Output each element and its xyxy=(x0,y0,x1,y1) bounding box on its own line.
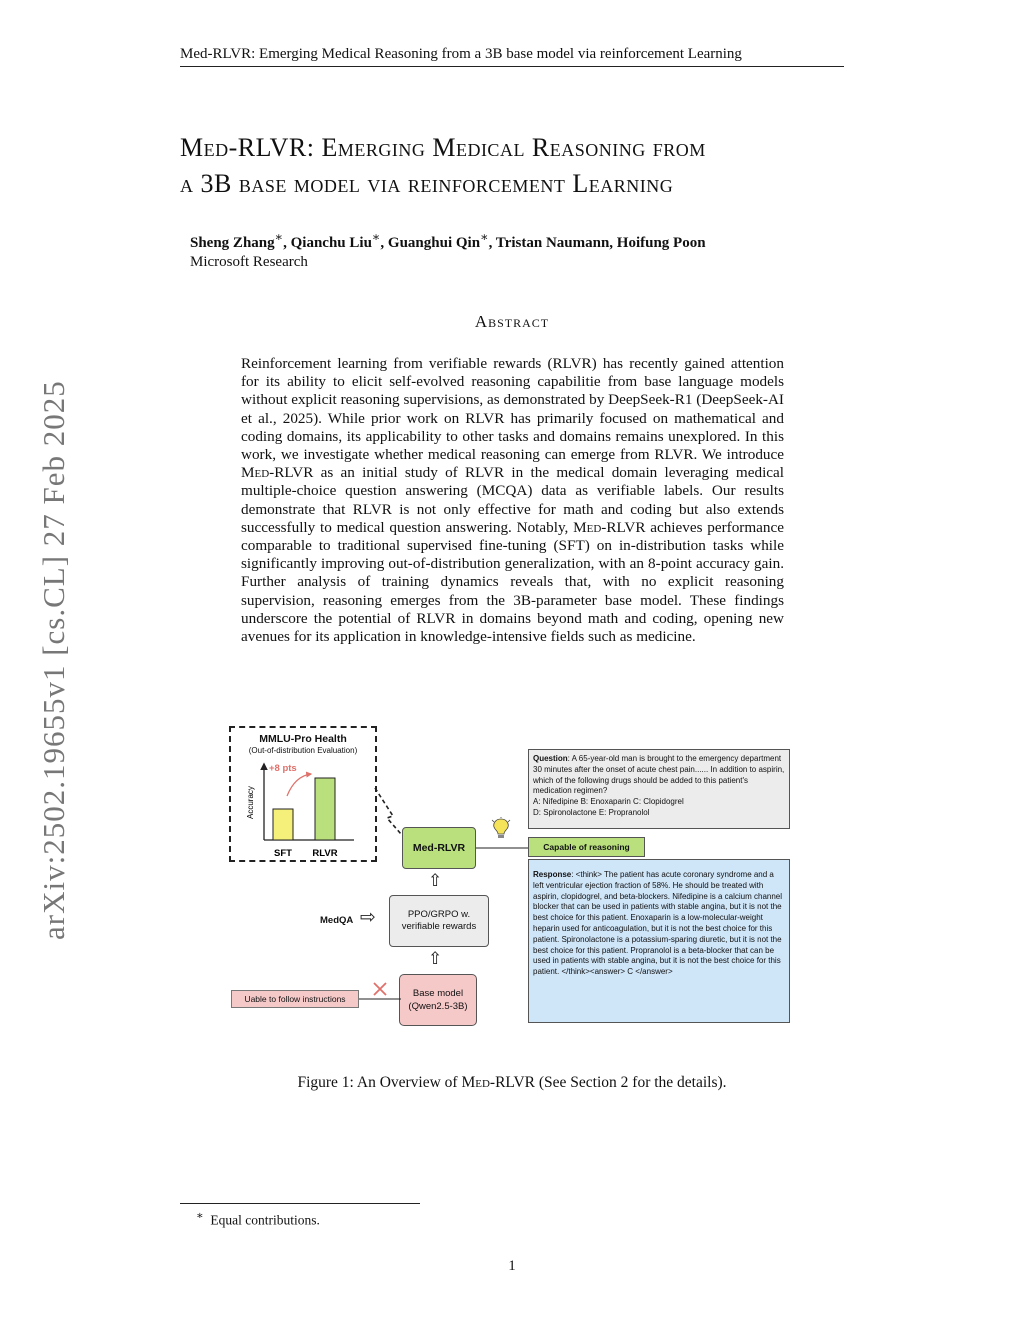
tick-label-rlvr: RLVR xyxy=(312,848,338,859)
author-list: Sheng Zhang∗, Qianchu Liu∗, Guanghui Qin∗, Tristan Naumann, Hoifung Poon xyxy=(190,230,706,251)
gain-label: +8 pts xyxy=(269,763,297,774)
ppo-line-1: PPO/GRPO w. xyxy=(407,909,471,920)
capable-tag xyxy=(528,837,645,857)
base-line-2: (Qwen2.5-3B) xyxy=(408,1001,468,1012)
ppo-grpo-box xyxy=(389,895,489,947)
abstract-med-2: Med xyxy=(573,518,602,536)
title-line-1: Med-RLVR: Emerging Medical Reasoning from xyxy=(180,133,706,162)
question-label: Question xyxy=(533,754,568,763)
connector-line xyxy=(359,997,401,1001)
bar-sft xyxy=(273,809,293,840)
author-1: Sheng Zhang xyxy=(190,235,275,251)
response-label: Response xyxy=(533,870,572,879)
footnote-mark: ∗ xyxy=(196,1210,204,1222)
tick-label-sft: SFT xyxy=(274,848,292,859)
abstract-text xyxy=(241,355,784,646)
chart-subtitle: (Out-of-distribution Evaluation) xyxy=(248,746,358,755)
up-arrow-icon: ⇧ xyxy=(428,949,443,968)
abstract-heading: Abstract xyxy=(474,312,550,331)
author-3: Guanghui Qin xyxy=(387,235,481,251)
options-line-1: A: Nifedipine B: Enoxaparin C: Clopidogrel xyxy=(533,797,684,807)
response-text: : <think> The patient has acute coronary syndrome and a left ventricular ejection fraction of 58%. He should be treated with aspirin, clopidogrel, and beta-blockers. Nifedipine is a calcium channel blocker that can be used in patients with stable angina, but it is not the best choice for this patient. Enoxaparin is a low-molecular-weight heparin used for anticoagulation, but it is not the best choice for this patient. Spironolactone is a potassium-sparing diuretic, but it is not the best choice for this patient. Propranolol is a beta-blocker that can be used in patients with stable angina, but it is not the best choice for this patient. </think><answer> C </answer> xyxy=(533,870,783,977)
medqa-label: MedQA xyxy=(320,915,354,926)
author-2: Qianchu Liu xyxy=(290,235,372,251)
med-rlvr-label: Med-RLVR xyxy=(412,842,466,854)
arxiv-stamp: arXiv:2502.19655v1 [cs.CL] 27 Feb 2025 xyxy=(36,380,71,940)
cross-icon xyxy=(373,982,387,996)
author-4-5: Tristan Naumann, Hoifung Poon xyxy=(495,235,706,251)
bar-rlvr xyxy=(315,778,335,840)
affiliation: Microsoft Research xyxy=(190,254,308,270)
med-rlvr-box xyxy=(402,827,476,869)
ppo-line-2: verifiable rewards xyxy=(401,921,477,932)
author-block xyxy=(190,228,890,272)
question-box xyxy=(528,749,790,829)
figure-caption xyxy=(0,1074,1024,1092)
response-box xyxy=(528,859,790,1023)
footnote xyxy=(196,1209,320,1229)
abstract-part-2: -RLVR as an initial study of RLVR in the medical domain leveraging medical multiple-choice question answering (MCQA) data as verifiable labels. Our results demonstrate that RLVR is not only effective for math and coding but also extends successfully to medical question answering. Notably, xyxy=(241,464,784,536)
abstract-part-3: -RLVR achieves performance comparable to traditional supervised fine-tuning (SFT) on in-distribution tasks while significantly improving out-of-distribution generalization, with an 8-point accuracy gain. Further analysis of training dynamics reveals that, with no explicit reasoning supervision, reasoning emerges from the 3B-parameter base model. These findings underscore the potential of RLVR in domains beyond math and coding, opening new avenues for its application in knowledge-intensive fields such as medicine. xyxy=(241,518,784,646)
title-line-2: a 3B base model via reinforcement Learning xyxy=(180,169,674,198)
question-text: : A 65-year-old man is brought to the emergency department 30 minutes after the onset of acute chest pain...... In addition to aspirin, which of the following drugs should be added to this patient's medication regimen? xyxy=(533,754,785,796)
chart-title: MMLU-Pro Health xyxy=(259,733,347,745)
footnote-rule xyxy=(180,1203,420,1204)
page-number: 1 xyxy=(508,1258,516,1274)
base-line-1: Base model xyxy=(412,988,464,999)
caption-post: -RLVR (See Section 2 for the details). xyxy=(489,1074,727,1091)
footnote-text: Equal contributions. xyxy=(210,1212,320,1228)
up-arrow-icon: ⇧ xyxy=(428,871,443,890)
equal-mark: ∗ xyxy=(274,230,284,244)
overview-figure xyxy=(225,720,800,1040)
paper-title xyxy=(180,130,880,202)
unable-text: Uable to follow instructions xyxy=(244,994,346,1004)
running-head: Med-RLVR: Emerging Medical Reasoning from a 3B base model via reinforcement Learning xyxy=(180,44,844,67)
lightbulb-icon xyxy=(491,817,511,841)
right-arrow-icon: ⇨ xyxy=(360,907,376,928)
gain-arrow xyxy=(287,774,311,796)
capable-text: Capable of reasoning xyxy=(543,842,630,852)
unable-label xyxy=(231,990,359,1008)
caption-med: Med xyxy=(461,1074,490,1091)
y-axis-label: Accuracy xyxy=(246,786,255,819)
bar-chart xyxy=(229,756,377,862)
equal-mark: ∗ xyxy=(371,230,381,244)
connector-line xyxy=(476,846,528,850)
equal-mark: ∗ xyxy=(480,230,489,244)
caption-pre: Figure 1: An Overview of xyxy=(297,1074,462,1091)
abstract-part-1: Reinforcement learning from verifiable rewards (RLVR) has recently gained attention for its ability to elicit self-evolved reasoning capabilitie from base language models without explicit reasoning supervisions, as demonstrated by DeepSeek-R1 (DeepSeek-AI et al., 2025). While prior work on RLVR has primarily focused on mathematical and coding domains, its applicability to other tasks and domains remains unexplored. In this work, we investigate whether medical reasoning can emerge from RLVR. We introduce xyxy=(241,355,784,464)
abstract-med-1: Med xyxy=(241,464,270,482)
base-model-box xyxy=(399,974,477,1026)
options-line-2: D: Spironolactone E: Propranolol xyxy=(533,807,650,817)
